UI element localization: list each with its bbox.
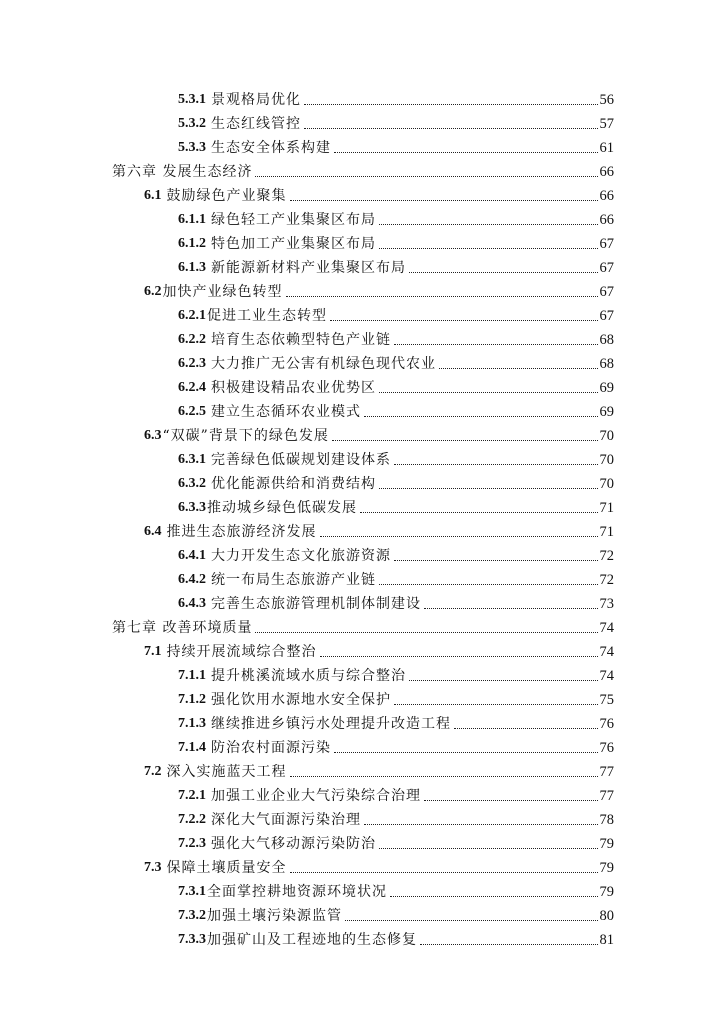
toc-entry-7-3-1[interactable]: [178, 878, 614, 900]
section-title: 加强工业企业大气污染综合治理: [211, 788, 421, 804]
section-number: 6.2.2: [178, 332, 206, 347]
toc-entry-7-1-2[interactable]: [178, 686, 614, 708]
section-title: 防治农村面源污染: [211, 740, 331, 756]
section-number: 6.4.2: [178, 572, 206, 587]
page-number: 70: [599, 452, 614, 468]
page-number: 67: [599, 260, 614, 276]
toc-entry-5-3-3[interactable]: [178, 134, 614, 156]
toc-entry-6-2-3[interactable]: [178, 350, 614, 372]
section-title: 强化大气移动源污染防治: [211, 836, 376, 852]
toc-entry-6-3-3[interactable]: [178, 494, 614, 516]
toc-entry-7-3[interactable]: [144, 854, 614, 876]
section-number: 7.2.3: [178, 836, 206, 851]
section-title: 继续推进乡镇污水处理提升改造工程: [211, 716, 451, 732]
section-number: 6.2.1: [178, 308, 206, 323]
dot-leader: [424, 800, 598, 801]
dot-leader: [320, 656, 598, 657]
page-number: 80: [599, 908, 614, 924]
section-number: 6.4.1: [178, 548, 206, 563]
page-number: 79: [599, 836, 614, 852]
toc-entry-6-4-2[interactable]: [178, 566, 614, 588]
dot-leader: [394, 464, 598, 465]
section-title: 持续开展流域综合整治: [166, 644, 317, 660]
toc-entry-6-2[interactable]: [144, 278, 614, 300]
toc-entry-6-3-2[interactable]: [178, 470, 614, 492]
toc-entry-7-1-1[interactable]: [178, 662, 614, 684]
dot-leader: [390, 896, 598, 897]
section-number: 7.1: [144, 644, 162, 659]
chapter-title: 第七章 改善环境质量: [112, 620, 253, 636]
dot-leader: [286, 296, 598, 297]
dot-leader: [394, 560, 598, 561]
toc-entry-6-4[interactable]: [144, 518, 614, 540]
dot-leader: [364, 824, 598, 825]
section-title: 积极建设精品农业优势区: [211, 380, 376, 396]
section-number: 7.3.3: [178, 932, 206, 947]
page-number: 73: [599, 596, 614, 612]
page-number: 76: [599, 716, 614, 732]
section-title: 强化饮用水源地水安全保护: [211, 692, 391, 708]
section-number: 6.3.3: [178, 500, 206, 515]
section-number: 6.1: [144, 188, 162, 203]
dot-leader: [304, 128, 598, 129]
page-number: 57: [599, 116, 614, 132]
dot-leader: [420, 944, 598, 945]
section-title: 鼓励绿色产业聚集: [166, 188, 287, 204]
toc-entry-6-2-1[interactable]: [178, 302, 614, 324]
section-number: 7.1.2: [178, 692, 206, 707]
toc-entry-6-1-1[interactable]: [178, 206, 614, 228]
toc-entry-6-1-2[interactable]: [178, 230, 614, 252]
dot-leader: [379, 392, 598, 393]
section-number: 7.3: [144, 860, 162, 875]
dot-leader: [409, 680, 598, 681]
section-number: 5.3.3: [178, 140, 206, 155]
page-number: 67: [599, 284, 614, 300]
section-title: 完善生态旅游管理机制体制建设: [211, 596, 421, 612]
section-title: 大力开发生态文化旅游资源: [211, 548, 391, 564]
section-number: 7.3.1: [178, 884, 206, 899]
section-number: 7.3.2: [178, 908, 206, 923]
dot-leader: [345, 920, 598, 921]
section-number: 6.3: [144, 428, 162, 443]
dot-leader: [379, 848, 598, 849]
page-number: 70: [599, 476, 614, 492]
section-title: 建立生态循环农业模式: [211, 404, 361, 420]
dot-leader: [409, 272, 598, 273]
section-number: 7.1.3: [178, 716, 206, 731]
toc-entry-5-3-2[interactable]: [178, 110, 614, 132]
dot-leader: [332, 440, 598, 441]
section-number: 7.1.4: [178, 740, 206, 755]
section-number: 6.1.2: [178, 236, 206, 251]
toc-entry-chapter-6[interactable]: [112, 158, 614, 180]
section-title: 深入实施蓝天工程: [166, 764, 287, 780]
section-title: 生态安全体系构建: [211, 140, 331, 156]
page-number: 75: [599, 692, 614, 708]
page-number: 72: [599, 572, 614, 588]
page-number: 71: [599, 524, 614, 540]
page-number: 77: [599, 788, 614, 804]
toc-entry-7-2-2[interactable]: [178, 806, 614, 828]
section-number: 6.2.3: [178, 356, 206, 371]
section-number: 6.1.1: [178, 212, 206, 227]
section-number: 5.3.1: [178, 92, 206, 107]
section-title: 大力推广无公害有机绿色现代农业: [211, 356, 436, 372]
page-number: 69: [599, 404, 614, 420]
dot-leader: [394, 704, 598, 705]
page-number: 72: [599, 548, 614, 564]
dot-leader: [334, 752, 598, 753]
page-number: 78: [599, 812, 614, 828]
page-number: 66: [599, 164, 614, 180]
toc-entry-7-2-3[interactable]: [178, 830, 614, 852]
section-number: 7.2.2: [178, 812, 206, 827]
section-number: 6.3.1: [178, 452, 206, 467]
section-number: 7.2: [144, 764, 162, 779]
section-number: 6.1.3: [178, 260, 206, 275]
toc-entry-7-3-3[interactable]: [178, 926, 614, 948]
section-number: 6.2: [144, 284, 162, 299]
section-title: 统一布局生态旅游产业链: [211, 572, 376, 588]
section-title: 特色加工产业集聚区布局: [211, 236, 376, 252]
toc-entry-7-2[interactable]: [144, 758, 614, 780]
section-title: 景观格局优化: [211, 92, 301, 108]
page-number: 66: [599, 188, 614, 204]
toc-entry-6-3[interactable]: [144, 422, 614, 444]
page-number: 67: [599, 308, 614, 324]
dot-leader: [255, 176, 597, 177]
section-number: 6.3.2: [178, 476, 206, 491]
dot-leader: [424, 608, 598, 609]
dot-leader: [360, 512, 598, 513]
toc-entry-6-4-1[interactable]: [178, 542, 614, 564]
toc-entry-6-2-5[interactable]: [178, 398, 614, 420]
section-title: 推进生态旅游经济发展: [166, 524, 317, 540]
dot-leader: [255, 632, 597, 633]
section-number: 7.2.1: [178, 788, 206, 803]
section-number: 7.1.1: [178, 668, 206, 683]
dot-leader: [290, 872, 598, 873]
page-number: 68: [599, 356, 614, 372]
toc-entry-7-1-3[interactable]: [178, 710, 614, 732]
section-title: 加强土壤污染源监管: [207, 908, 342, 924]
section-title: 优化能源供给和消费结构: [211, 476, 376, 492]
dot-leader: [379, 488, 598, 489]
section-title: 加强矿山及工程迹地的生态修复: [207, 932, 417, 948]
page-number: 74: [599, 620, 614, 636]
page-number: 69: [599, 380, 614, 396]
toc-entry-7-1[interactable]: [144, 638, 614, 660]
dot-leader: [304, 104, 598, 105]
section-title: 推动城乡绿色低碳发展: [207, 500, 357, 516]
section-number: 6.2.5: [178, 404, 206, 419]
page-number: 56: [599, 92, 614, 108]
page-number: 70: [599, 428, 614, 444]
chapter-title: 第六章 发展生态经济: [112, 164, 253, 180]
page-number: 61: [599, 140, 614, 156]
section-title: 促进工业生态转型: [207, 308, 327, 324]
dot-leader: [454, 728, 598, 729]
page-number: 68: [599, 332, 614, 348]
section-number: 6.4: [144, 524, 162, 539]
page-number: 74: [599, 644, 614, 660]
toc-entry-5-3-1[interactable]: [178, 86, 614, 108]
dot-leader: [394, 344, 598, 345]
toc-entry-6-3-1[interactable]: [178, 446, 614, 468]
section-title: 绿色轻工产业集聚区布局: [211, 212, 376, 228]
dot-leader: [290, 776, 598, 777]
toc-entry-6-4-3[interactable]: [178, 590, 614, 612]
section-number: 6.2.4: [178, 380, 206, 395]
toc-entry-6-1[interactable]: [144, 182, 614, 204]
page-number: 79: [599, 884, 614, 900]
page-number: 81: [599, 932, 614, 948]
toc-entry-6-2-2[interactable]: [178, 326, 614, 348]
section-title: 提升桃溪流域水质与综合整治: [211, 668, 406, 684]
toc-entry-6-2-4[interactable]: [178, 374, 614, 396]
dot-leader: [320, 536, 598, 537]
dot-leader: [379, 224, 598, 225]
toc-entry-chapter-7[interactable]: [112, 614, 614, 636]
section-title: 深化大气面源污染治理: [211, 812, 361, 828]
dot-leader: [439, 368, 598, 369]
page-number: 76: [599, 740, 614, 756]
page-number: 66: [599, 212, 614, 228]
page-number: 67: [599, 236, 614, 252]
page-number: 71: [599, 500, 614, 516]
dot-leader: [290, 200, 598, 201]
section-number: 5.3.2: [178, 116, 206, 131]
section-title: 完善绿色低碳规划建设体系: [211, 452, 391, 468]
section-title: 保障土壤质量安全: [166, 860, 287, 876]
toc-entry-7-1-4[interactable]: [178, 734, 614, 756]
section-number: 6.4.3: [178, 596, 206, 611]
section-title: 新能源新材料产业集聚区布局: [211, 260, 406, 276]
section-title: 生态红线管控: [211, 116, 301, 132]
page-number: 79: [599, 860, 614, 876]
toc-entry-7-2-1[interactable]: [178, 782, 614, 804]
page-number: 77: [599, 764, 614, 780]
dot-leader: [330, 320, 598, 321]
toc-entry-6-1-3[interactable]: [178, 254, 614, 276]
toc-entry-7-3-2[interactable]: [178, 902, 614, 924]
section-title: 加快产业绿色转型: [162, 284, 283, 300]
section-title: 全面掌控耕地资源环境状况: [207, 884, 387, 900]
section-title: 培育生态依赖型特色产业链: [211, 332, 391, 348]
dot-leader: [379, 248, 598, 249]
dot-leader: [334, 152, 598, 153]
page-number: 74: [599, 668, 614, 684]
dot-leader: [379, 584, 598, 585]
dot-leader: [364, 416, 598, 417]
section-title: “双碳”背景下的绿色发展: [162, 428, 329, 444]
